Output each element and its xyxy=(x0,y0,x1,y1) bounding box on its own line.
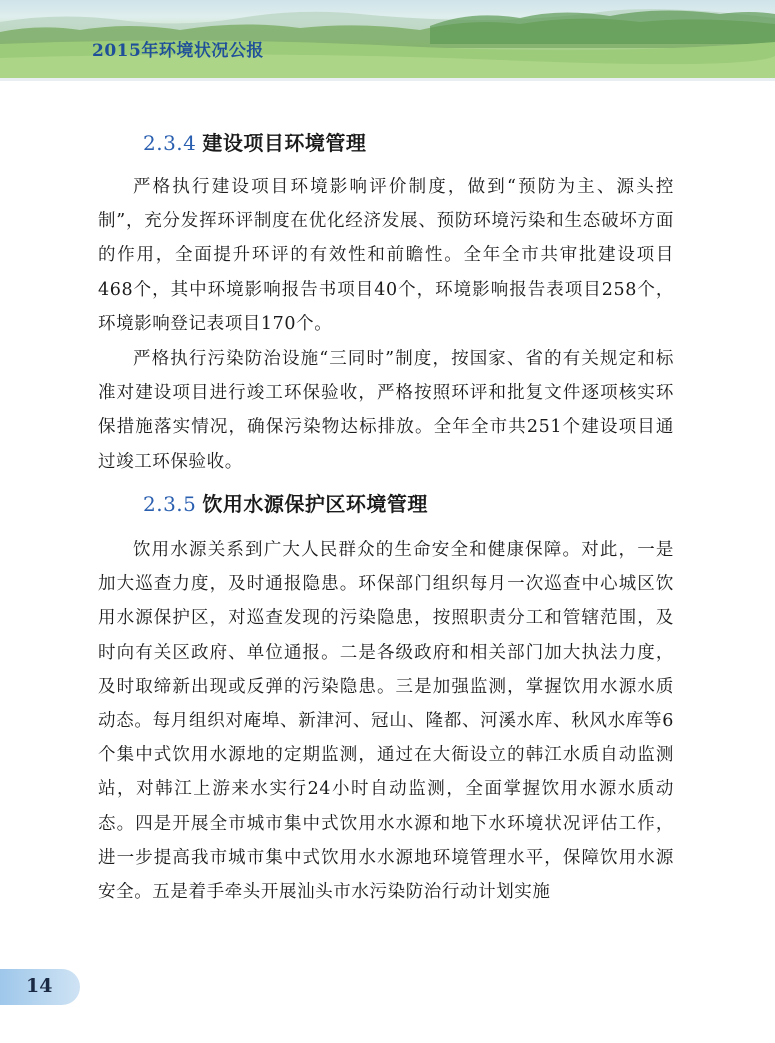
section-heading-2-3-5 xyxy=(143,488,428,517)
header-divider xyxy=(0,78,775,81)
page-number: 14 xyxy=(26,975,53,997)
section-number: 2.3.4 xyxy=(143,131,197,155)
header-banner xyxy=(0,0,775,78)
paragraph: 严格执行建设项目环境影响评价制度，做到“预防为主、源头控制”，充分发挥环评制度在优化经济发展、预防环境污染和生态破坏方面的作用，全面提升环评的有效性和前瞻性。全年全市共审批建设项目468个，其中环境影响报告书项目40个，环境影响报告表项目258个，环境影响登记表项目170个。 xyxy=(98,177,674,334)
section-heading-2-3-4 xyxy=(143,127,366,156)
report-title: 2015年环境状况公报 xyxy=(92,41,264,61)
section-title: 建设项目环境管理 xyxy=(202,131,367,155)
paragraph: 饮用水源关系到广大人民群众的生命安全和健康保障。对此，一是加大巡查力度，及时通报隐患。环保部门组织每月一次巡查中心城区饮用水源保护区，对巡查发现的污染隐患，按照职责分工和管辖范围，及时向有关区政府、单位通报。二是各级政府和相关部门加大执法力度，及时取缔新出现或反弹的污染隐患。三是加强监测，掌握饮用水源水质动态。每月组织对庵埠、新津河、冠山、隆都、河溪水库、秋风水库等6个集中式饮用水源地的定期监测，通过在大衙设立的韩江水质自动监测站，对韩江上游来水实行24小时自动监测，全面掌握饮用水源水质动态。四是开展全市城市集中式饮用水水源和地下水环境状况评估工作，进一步提高我市城市集中式饮用水水源地环境管理水平，保障饮用水源安全。五是着手牵头开展汕头市水污染防治行动计划实施 xyxy=(98,540,674,903)
section-number: 2.3.5 xyxy=(143,492,197,516)
section-title: 饮用水源保护区环境管理 xyxy=(202,492,428,516)
page-number-tab xyxy=(0,969,80,1005)
paragraph: 严格执行污染防治设施“三同时”制度，按国家、省的有关规定和标准对建设项目进行竣工环保验收，严格按照环评和批复文件逐项核实环保措施落实情况，确保污染物达标排放。全年全市共251个建设项目通过竣工环保验收。 xyxy=(98,349,674,472)
